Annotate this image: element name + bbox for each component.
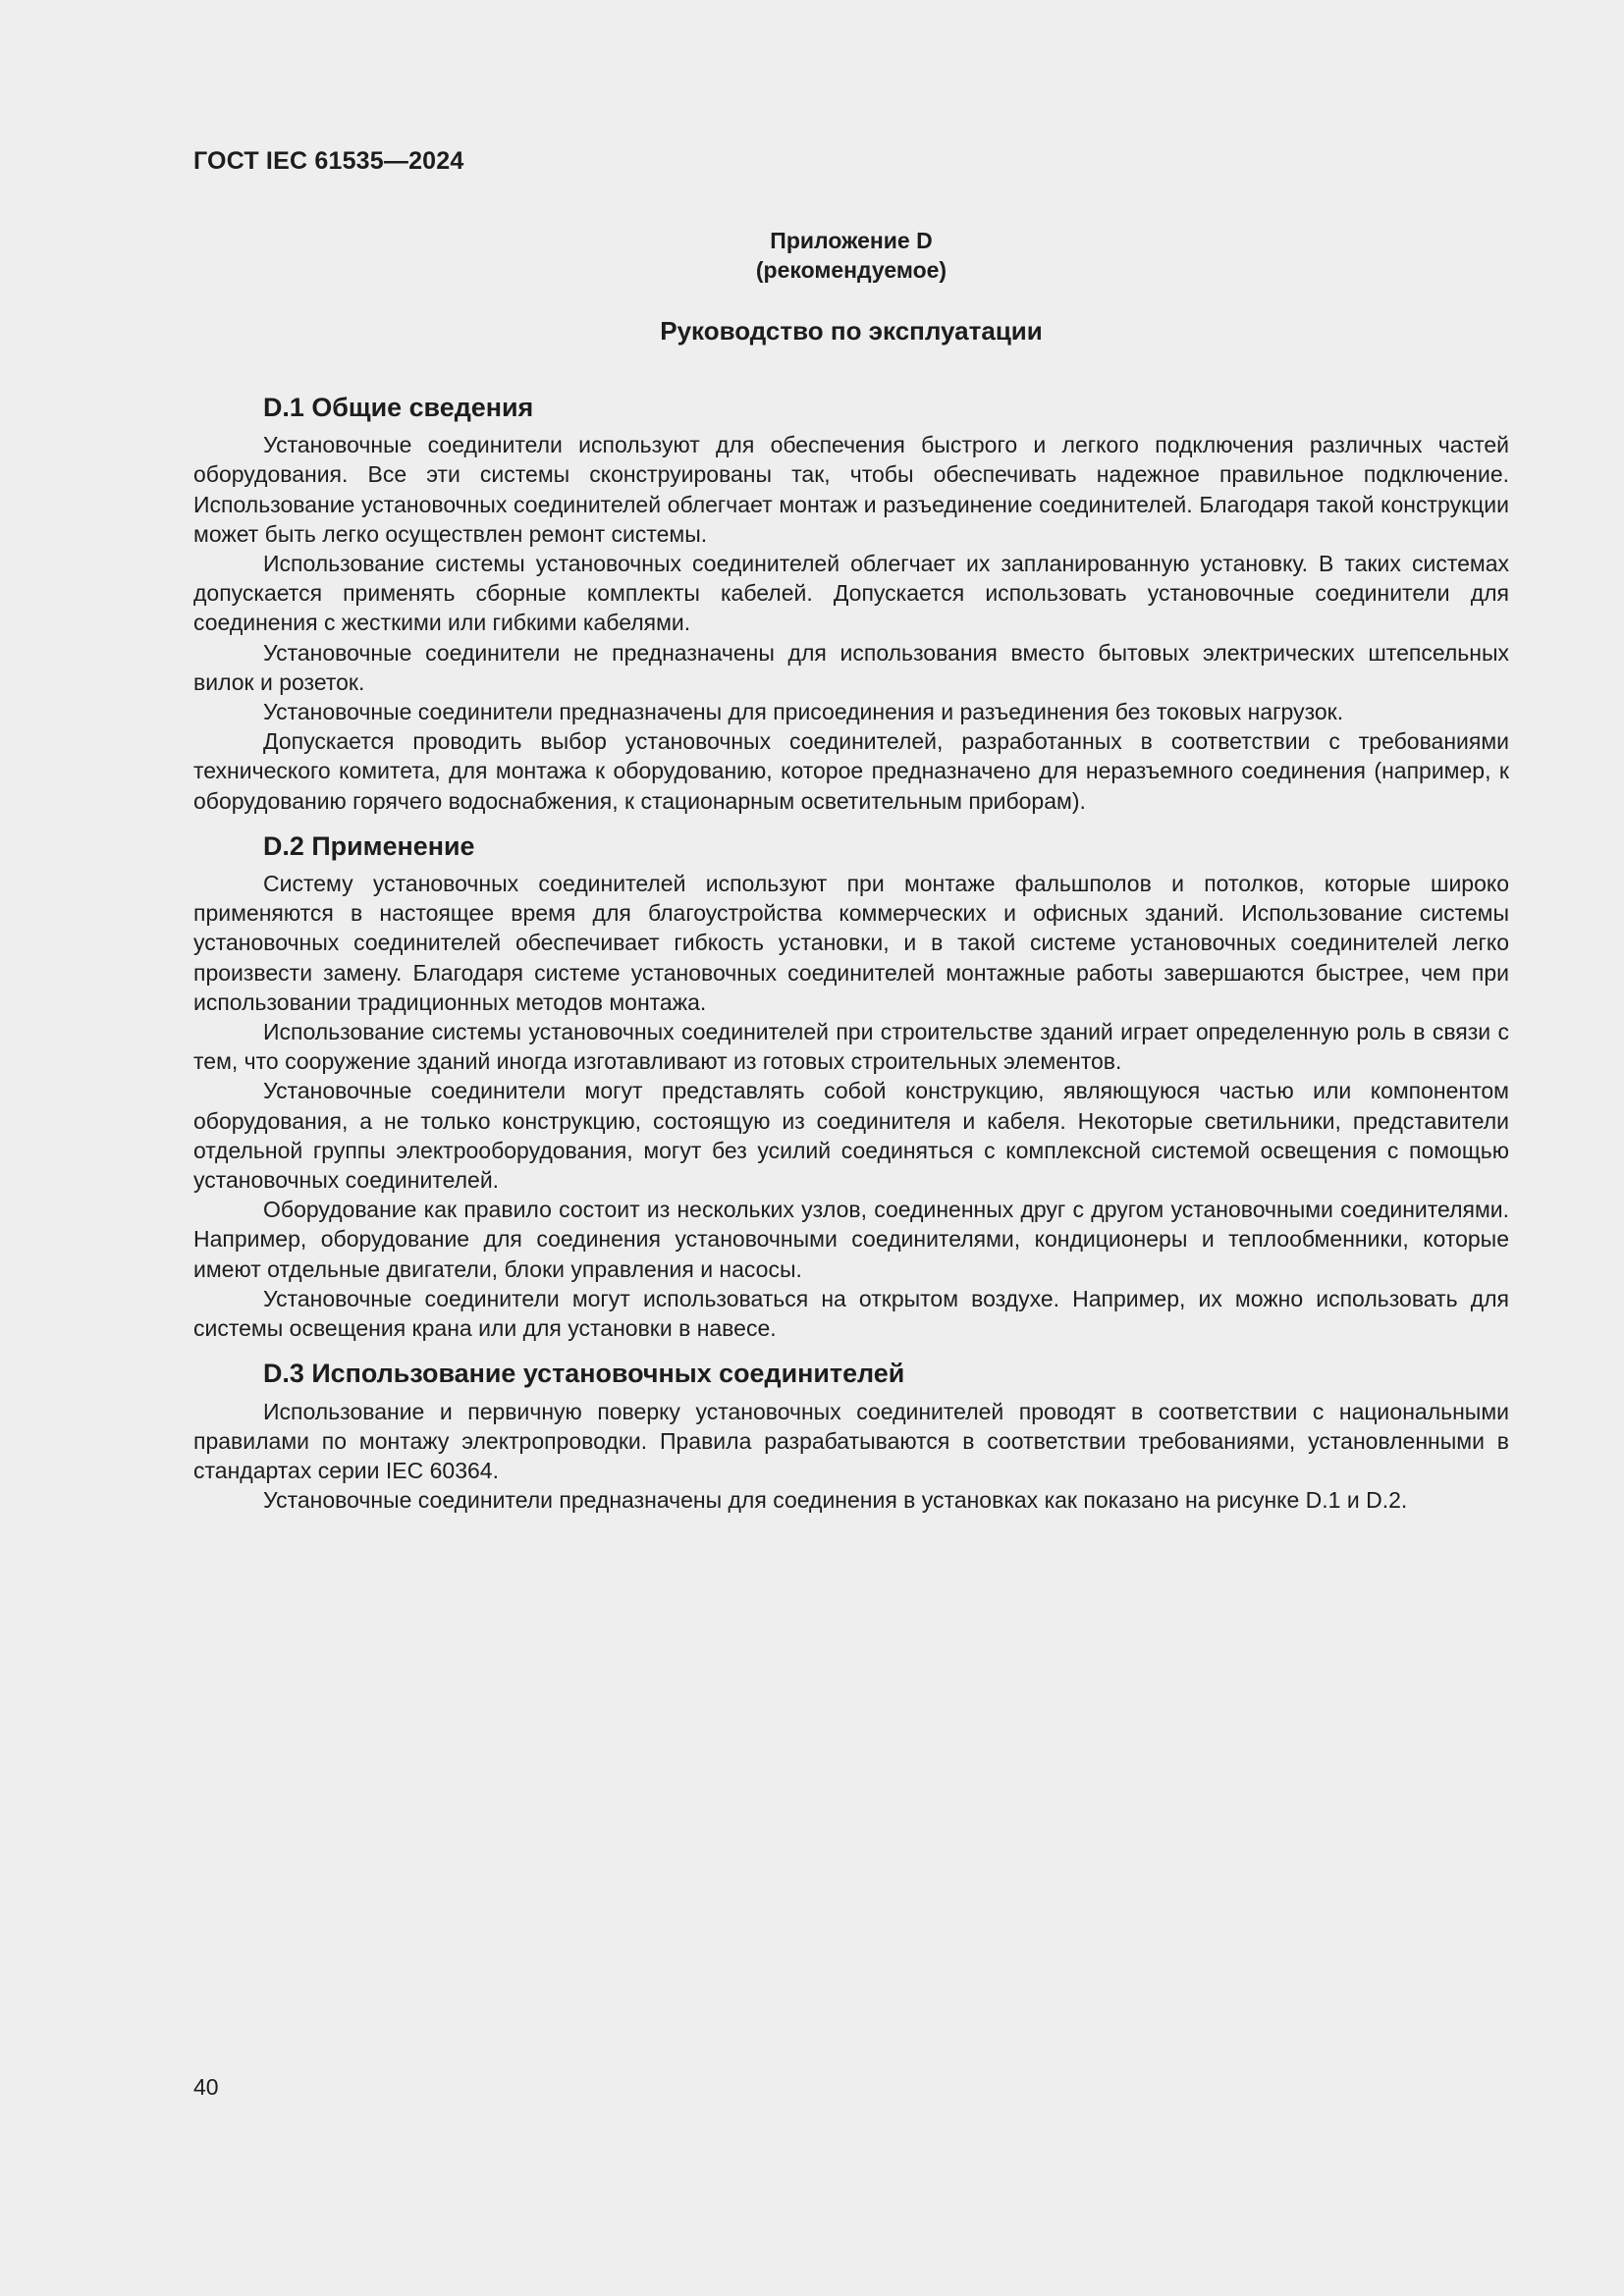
section-general — [193, 393, 1509, 816]
paragraph: Использование системы установочных соединителей при строительстве зданий играет определенную роль в связи с тем, что сооружение зданий иногда изготавливают из готовых строительных элементов. — [193, 1019, 1509, 1075]
paragraph: Установочные соединители предназначены для соединения в установках как показано на рисунке D.1 и D.2. — [263, 1487, 1408, 1514]
paragraph: Установочные соединители могут использоваться на открытом воздухе. Например, их можно использовать для системы освещения крана или для установки в навесе. — [193, 1285, 1509, 1342]
section-heading: D.2 Применение — [263, 830, 475, 861]
section-usage — [193, 1359, 1509, 1515]
appendix-label: Приложение D — [770, 228, 933, 253]
paragraph: Использование системы установочных соединителей облегчает их запланированную установку. В таких системах допускается применять сборные комплекты кабелей. Допускается использовать установочные соединители для соединения с жесткими или гибкими кабелями. — [193, 551, 1509, 636]
paragraph: Использование и первичную поверку установочных соединителей проводят в соответствии с национальными правилами по монтажу электропроводки. Правила разрабатываются в соответствии требованиями, установленными в стандартах серии IEC 60364. — [193, 1398, 1509, 1483]
appendix-title: Руководство по эксплуатации — [660, 316, 1043, 346]
paragraph: Установочные соединители используют для обеспечения быстрого и легкого подключения различных частей оборудования. Все эти системы сконструированы так, чтобы обеспечивать надежное правильное подключение. Использование установочных соединителей облегчает монтаж и разъединение соединителей. Благодаря такой конструкции может быть легко осуществлен ремонт системы. — [193, 432, 1509, 547]
paragraph: Установочные соединители предназначены для присоединения и разъединения без токовых нагрузок. — [263, 699, 1344, 725]
paragraph: Установочные соединители могут представлять собой конструкцию, являющуюся частью или компонентом оборудования, а не только конструкцию, состоящую из соединителя и кабеля. Некоторые светильники, представители отдельной группы электрооборудования, могут без усилий соединяться с комплексной системой освещения с помощью установочных соединителей. — [193, 1078, 1509, 1194]
paragraph: Установочные соединители не предназначены для использования вместо бытовых электрических штепсельных вилок и розеток. — [193, 639, 1509, 695]
paragraph: Допускается проводить выбор установочных соединителей, разработанных в соответствии с требованиями технического комитета, для монтажа к оборудованию, которое предназначено для неразъемного соединения (например, к оборудованию горячего водоснабжения, к стационарным осветительным приборам). — [193, 728, 1509, 814]
document-body — [193, 393, 1509, 1515]
appendix-block — [193, 226, 1509, 285]
section-heading: D.1 Общие сведения — [263, 393, 534, 422]
standard-id-header: ГОСТ IEC 61535—2024 — [193, 147, 464, 175]
paragraph: Систему установочных соединителей используют при монтаже фальшполов и потолков, которые широко применяются в настоящее время для благоустройства коммерческих и офисных зданий. Использование системы установочных соединителей обеспечивает гибкость установки, и в такой системе установочных соединителей легко произвести замену. Благодаря системе установочных соединителей монтажные работы завершаются быстрее, чем при использовании традиционных методов монтажа. — [193, 871, 1509, 1015]
appendix-status: (рекомендуемое) — [755, 257, 947, 283]
paragraph: Оборудование как правило состоит из нескольких узлов, соединенных друг с другом установочными соединителями. Например, оборудование для соединения установочными соединителями, кондиционеры и теплообменники, которые имеют отдельные двигатели, блоки управления и насосы. — [193, 1197, 1509, 1282]
section-heading: D.3 Использование установочных соединителей — [263, 1359, 905, 1389]
page-number: 40 — [193, 2074, 219, 2100]
section-application — [193, 831, 1509, 1343]
